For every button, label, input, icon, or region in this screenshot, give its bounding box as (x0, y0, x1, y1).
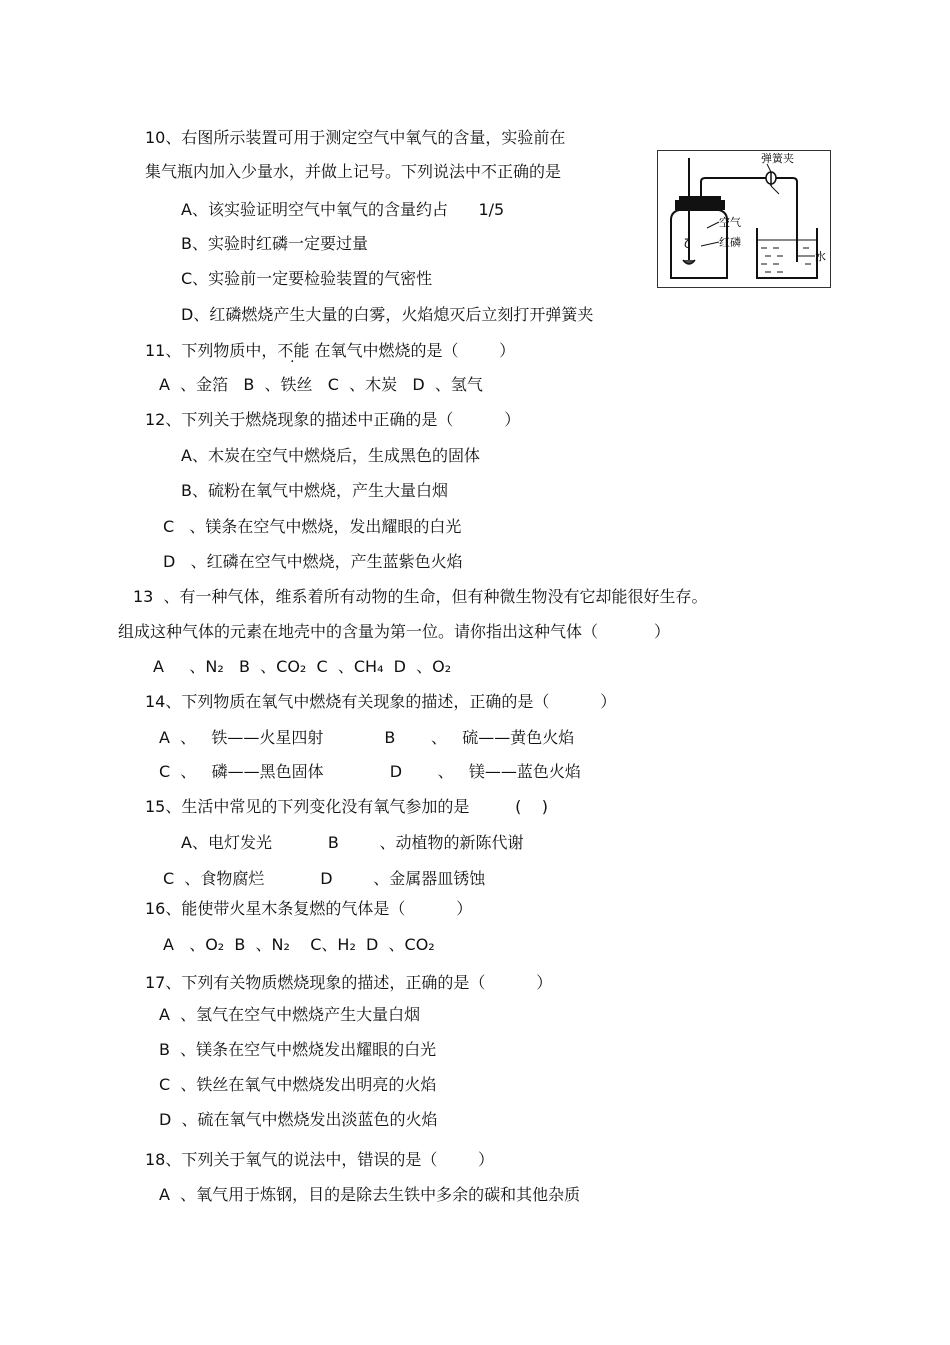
q17-option-c: C 、铁丝在氧气中燃烧发出明亮的火焰 (159, 1075, 437, 1094)
q17-stem: 17、下列有关物质燃烧现象的描述，正确的是（ ） (145, 973, 553, 992)
q12-option-c: C 、镁条在空气中燃烧，发出耀眼的白光 (163, 517, 462, 536)
q16-stem: 16、能使带火星木条复燃的气体是（ ） (145, 899, 473, 918)
q13-stem-line1: 13 、有一种气体，维系着所有动物的生命，但有种微生物没有它却能很好生存。 (133, 587, 708, 606)
air-label: 空气 (719, 216, 741, 229)
q16-options: A 、O₂ B 、N₂ C、H₂ D 、CO₂ (163, 935, 435, 954)
q10-option-d: D、红磷燃烧产生大量的白雾，火焰熄灭后立刻打开弹簧夹 (181, 305, 594, 324)
q11-stem (145, 341, 515, 361)
q11-stem-emphasis: 不能 (277, 341, 310, 360)
q10-option-c: C、实验前一定要检验装置的气密性 (181, 269, 433, 288)
q18-option-a: A 、氧气用于炼钢，目的是除去生铁中多余的碳和其他杂质 (159, 1185, 581, 1204)
svg-text:ζ: ζ (684, 237, 691, 251)
q14-options-row2: C 、 磷——黑色固体 D 、 镁——蓝色火焰 (159, 762, 581, 781)
q13-stem-line2: 组成这种气体的元素在地壳中的含量为第一位。请你指出这种气体（ ） (118, 622, 670, 641)
q11-options: A 、金箔 B 、铁丝 C 、木炭 D 、氢气 (159, 375, 483, 394)
q12-option-a: A、木炭在空气中燃烧后，生成黑色的固体 (181, 446, 480, 465)
apparatus-figure (657, 150, 831, 288)
q18-stem: 18、下列关于氧气的说法中，错误的是（ ） (145, 1150, 495, 1169)
q11-stem-pre: 11、下列物质中， (145, 341, 278, 360)
q11-stem-post: 在氧气中燃烧的是（ ） (309, 341, 516, 360)
phosphorus-label: 红磷 (719, 236, 741, 249)
q12-option-d: D 、红磷在空气中燃烧，产生蓝紫色火焰 (163, 552, 463, 571)
q13-options: A 、N₂ B 、CO₂ C 、CH₄ D 、O₂ (153, 657, 452, 676)
q17-option-a: A 、氢气在空气中燃烧产生大量白烟 (159, 1005, 421, 1024)
q14-stem: 14、下列物质在氧气中燃烧有关现象的描述，正确的是（ ） (145, 692, 617, 711)
q15-options-row2: C 、食物腐烂 D 、金属器皿锈蚀 (163, 869, 486, 888)
q15-options-row1: A、电灯发光 B 、动植物的新陈代谢 (181, 833, 524, 852)
q10-stem-line1: 10、右图所示装置可用于测定空气中氧气的含量，实验前在 (145, 128, 566, 147)
q14-options-row1: A 、 铁——火星四射 B 、 硫——黄色火焰 (159, 728, 575, 747)
clamp-label: 弹簧夹 (761, 152, 794, 165)
q10-stem-line2: 集气瓶内加入少量水，并做上记号。下列说法中不正确的是 (145, 162, 562, 181)
q12-stem: 12、下列关于燃烧现象的描述中正确的是（ ） (145, 410, 521, 429)
q15-stem: 15、生活中常见的下列变化没有氧气参加的是 ( ) (145, 797, 548, 816)
water-label: 水 (815, 250, 826, 263)
q17-option-d: D 、硫在氧气中燃烧发出淡蓝色的火焰 (159, 1110, 438, 1129)
q10-option-a: A、该实验证明空气中氧气的含量约占 1/5 (181, 200, 505, 219)
q10-option-b: B、实验时红磷一定要过量 (181, 234, 368, 253)
q12-option-b: B、硫粉在氧气中燃烧，产生大量白烟 (181, 481, 448, 500)
q17-option-b: B 、镁条在空气中燃烧发出耀眼的白光 (159, 1040, 437, 1059)
